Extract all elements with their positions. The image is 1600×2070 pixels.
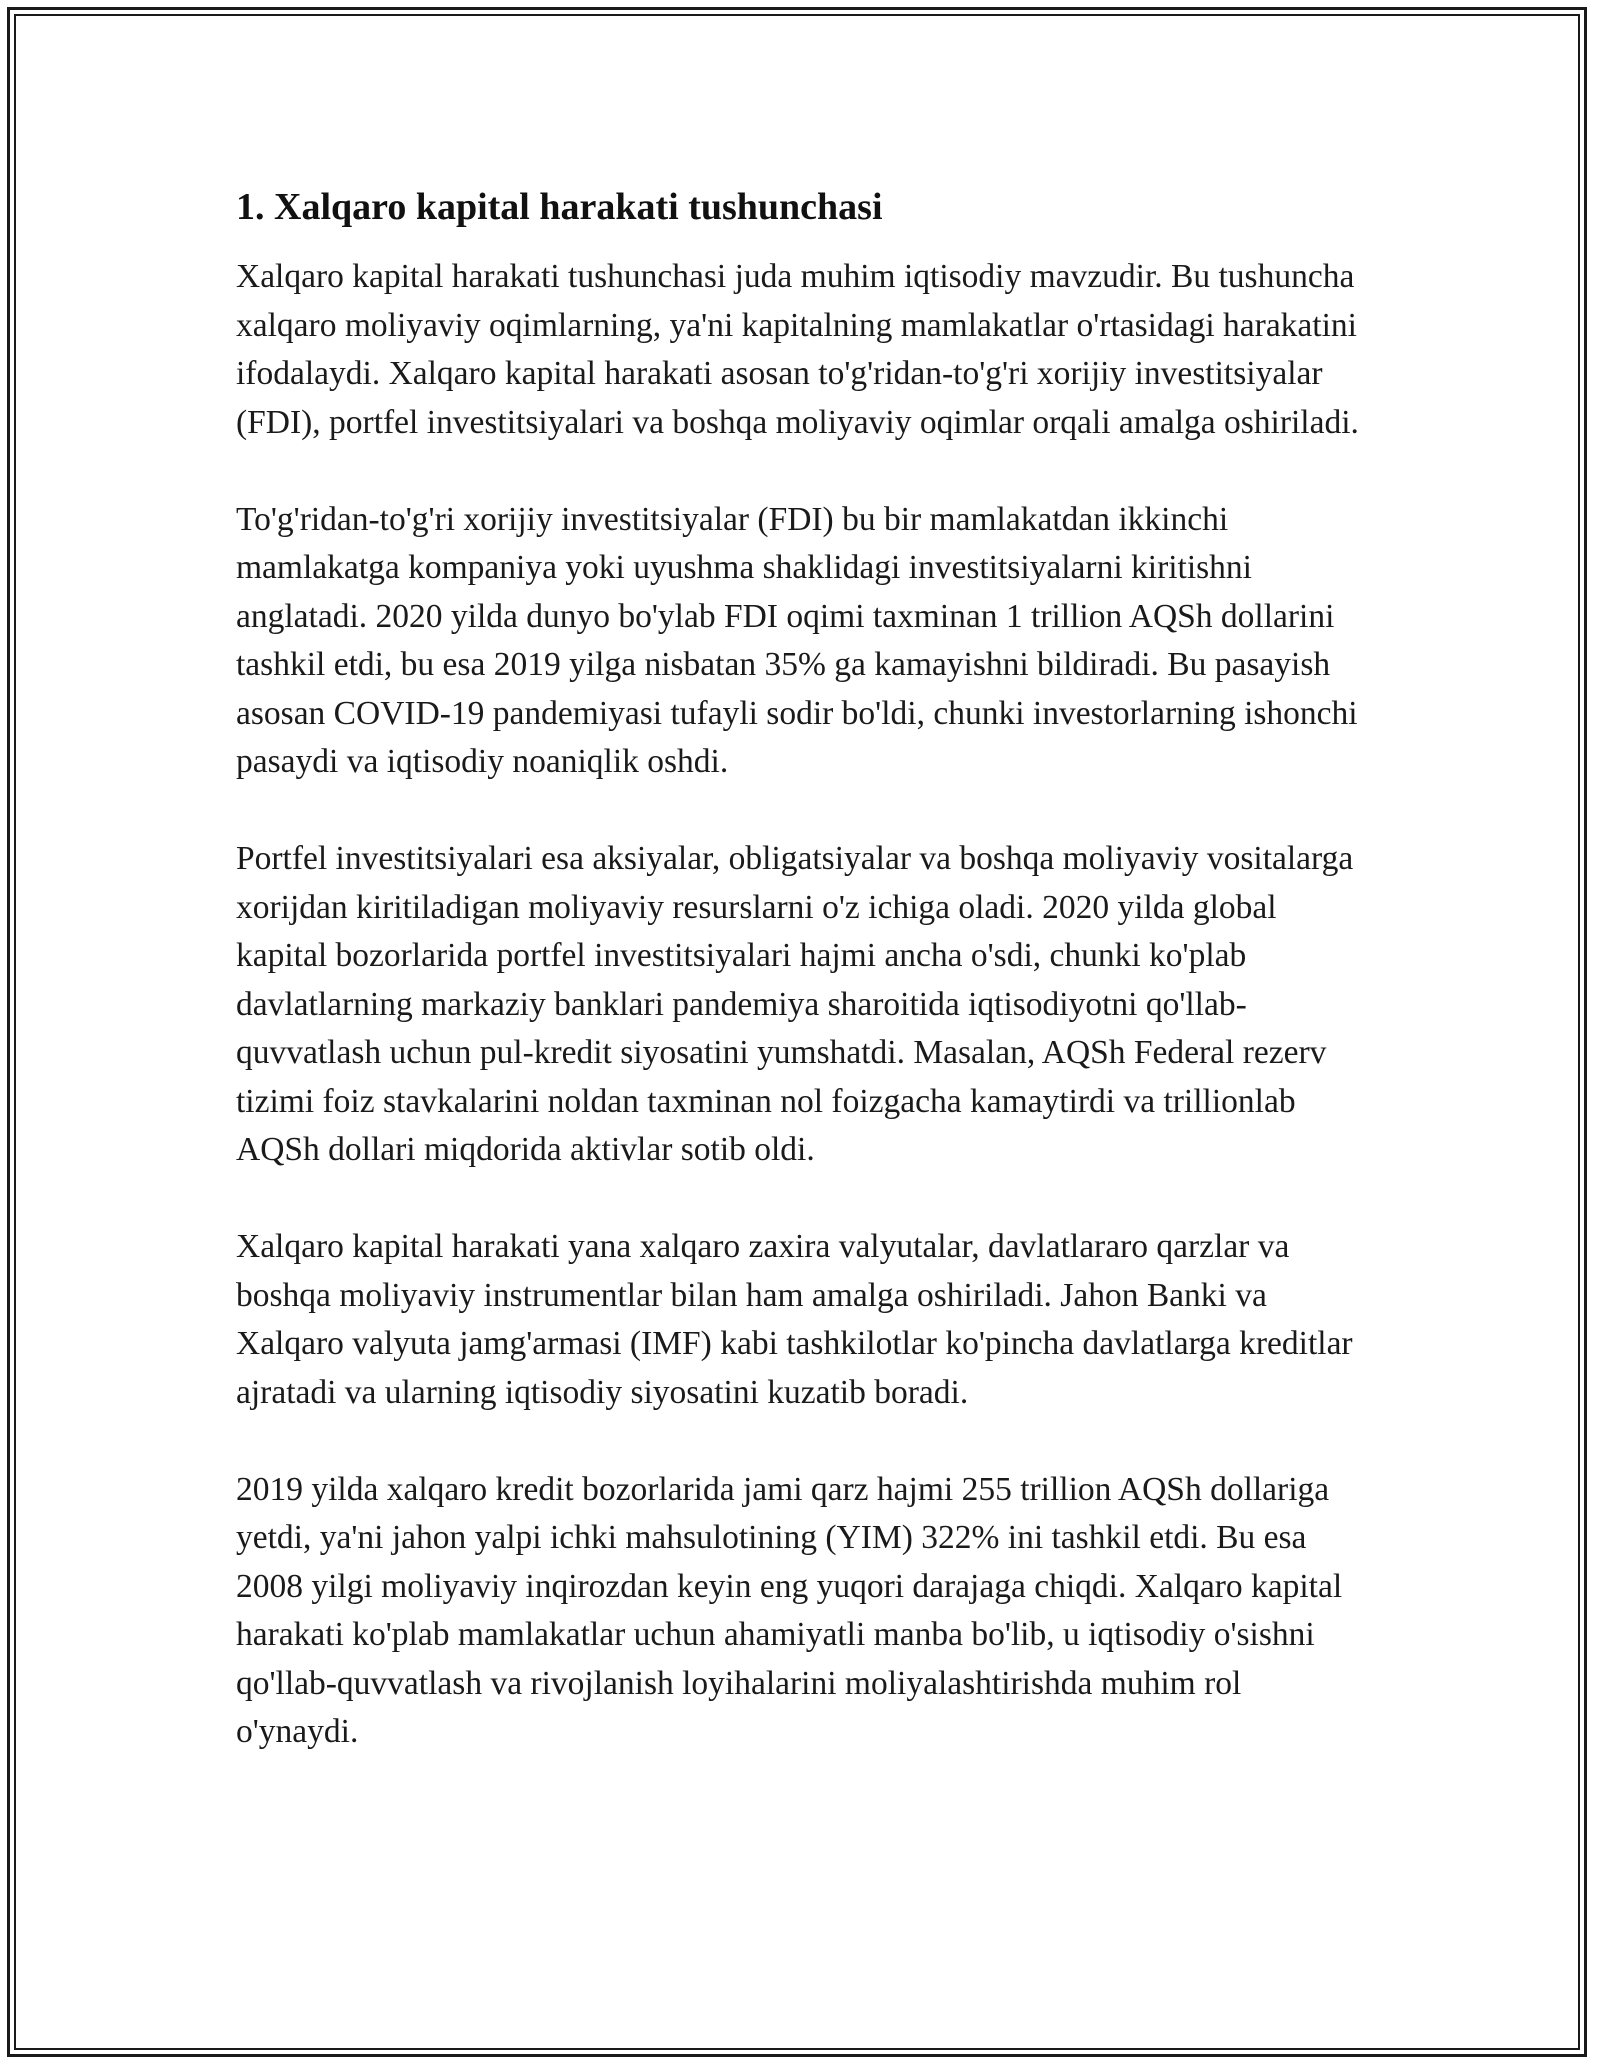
paragraph-intro: Xalqaro kapital harakati tushunchasi juda muhim iqtisodiy mavzudir. Bu tushuncha xalqaro moliyaviy oqimlarning, ya'ni kapitalning mamlakatlar o'rtasidagi harakatini ifodalaydi. Xalqaro kapital harakati asosan to'g'ridan-to'g'ri xorijiy investitsiyalar (FDI), portfel investitsiyalari va boshqa moliyaviy oqimlar orqali amalga oshiriladi.	[236, 258, 1359, 441]
paragraph-fdi: To'g'ridan-to'g'ri xorijiy investitsiyalar (FDI) bu bir mamlakatdan ikkinchi mamlakatga kompaniya yoki uyushma shaklidagi investitsiyalarni kiritishni anglatadi. 2020 yilda dunyo bo'ylab FDI oqimi taxminan 1 trillion AQSh dollarini tashkil etdi, bu esa 2019 yilga nisbatan 35% ga kamayishni bildiradi. Bu pasayish asosan COVID-19 pandemiyasi tufayli sodir bo'ldi, chunki investorlarning ishonchi pasaydi va iqtisodiy noaniqlik oshdi.	[236, 500, 1358, 780]
paragraph-debt: 2019 yilda xalqaro kredit bozorlarida jami qarz hajmi 255 trillion AQSh dollariga yetdi, ya'ni jahon yalpi ichki mahsulotining (YIM) 322% ini tashkil etdi. Bu esa 2008 yilgi moliyaviy inqirozdan keyin eng yuqori darajaga chiqdi. Xalqaro kapital harakati ko'plab mamlakatlar uchun ahamiyatli manba bo'lib, u iqtisodiy o'sishni qo'llab-quvvatlash va rivojlanish loyihalarini moliyalashtirishda muhim rol o'ynaydi.	[236, 1470, 1343, 1750]
paragraph-instruments: Xalqaro kapital harakati yana xalqaro zaxira valyutalar, davlatlararo qarzlar va boshqa moliyaviy instrumentlar bilan ham amalga oshiriladi. Jahon Banki va Xalqaro valyuta jamg'armasi (IMF) kabi tashkilotlar ko'pincha davlatlarga kreditlar ajratadi va ularning iqtisodiy siyosatini kuzatib boradi.	[236, 1228, 1353, 1411]
paragraph-portfolio: Portfel investitsiyalari esa aksiyalar, obligatsiyalar va boshqa moliyaviy vositalarga xorijdan kiritiladigan moliyaviy resurslarni o'z ichiga oladi. 2020 yilda global kapital bozorlarida portfel investitsiyalari hajmi ancha o'sdi, chunki ko'plab davlatlarning markaziy banklari pandemiya sharoitida iqtisodiyotni qo'llab-quvvatlash uchun pul-kredit siyosatini yumshatdi. Masalan, AQSh Federal rezerv tizimi foiz stavkalarini noldan taxminan nol foizgacha kamaytirdi va trillionlab AQSh dollari miqdorida aktivlar sotib oldi.	[236, 840, 1354, 1168]
section-heading: 1. Xalqaro kapital harakati tushunchasi	[236, 186, 883, 228]
document-body	[236, 183, 1368, 1805]
